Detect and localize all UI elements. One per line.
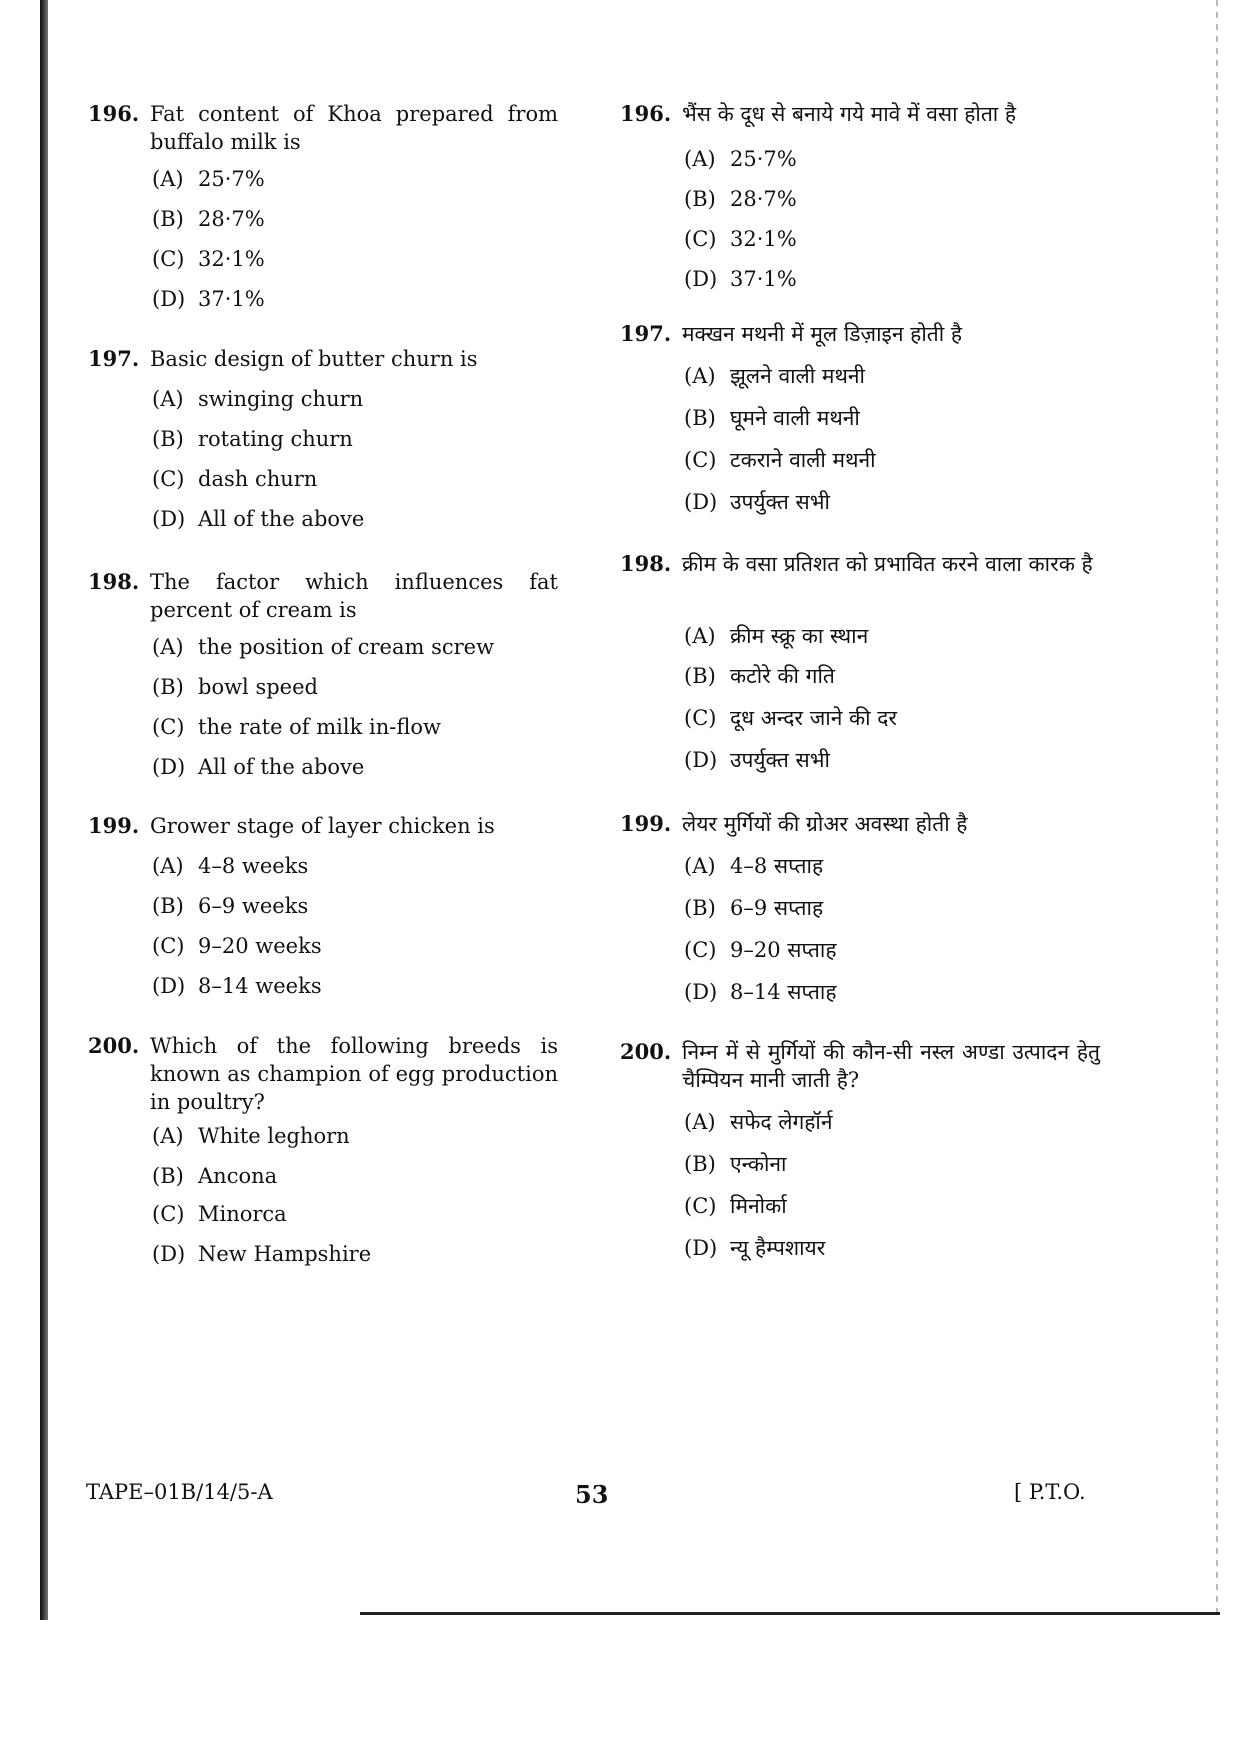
option-text: 32·1% bbox=[198, 247, 265, 271]
option-text: 37·1% bbox=[730, 267, 797, 291]
option-key: (A) bbox=[684, 364, 716, 388]
question-196 bbox=[88, 100, 558, 311]
option-text: dash churn bbox=[198, 467, 318, 491]
option-key: (D) bbox=[152, 755, 186, 779]
option-key: (D) bbox=[684, 490, 718, 514]
answer-option bbox=[684, 662, 835, 690]
option-key: (A) bbox=[152, 1124, 184, 1148]
question-200 bbox=[88, 1032, 558, 1266]
answer-option bbox=[152, 673, 318, 701]
question-text: निम्न में से मुर्गियों की कौन-सी नस्ल अण्डा उत्पादन हेतु चैम्पियन मानी जाती है? bbox=[682, 1040, 1100, 1092]
question-197 bbox=[88, 345, 558, 531]
question-197 bbox=[620, 320, 1100, 514]
answer-option bbox=[152, 1200, 287, 1228]
answer-option bbox=[152, 633, 494, 661]
option-text: All of the above bbox=[198, 755, 365, 779]
question-text: Fat content of Khoa prepared from buffalo milk is bbox=[150, 102, 558, 154]
option-text: 8–14 सप्ताह bbox=[730, 980, 837, 1004]
option-text: 32·1% bbox=[730, 227, 797, 251]
question-number: 197. bbox=[620, 321, 672, 346]
option-key: (C) bbox=[152, 934, 185, 958]
option-key: (C) bbox=[684, 1194, 717, 1218]
answer-option bbox=[684, 1234, 825, 1262]
option-key: (A) bbox=[152, 854, 184, 878]
answer-option bbox=[152, 972, 322, 1000]
option-key: (C) bbox=[152, 1202, 185, 1226]
answer-option bbox=[684, 1192, 787, 1220]
option-text: Minorca bbox=[198, 1202, 287, 1226]
option-key: (C) bbox=[684, 938, 717, 962]
option-key: (A) bbox=[684, 147, 716, 171]
question-text: Grower stage of layer chicken is bbox=[150, 814, 495, 838]
answer-option bbox=[152, 205, 265, 233]
answer-option bbox=[152, 245, 265, 273]
answer-option bbox=[684, 1150, 787, 1178]
question-number: 197. bbox=[88, 346, 140, 371]
option-text: 28·7% bbox=[730, 187, 797, 211]
option-text: टकराने वाली मथनी bbox=[730, 448, 876, 472]
question-text: भैंस के दूध से बनाये गये मावे में वसा होता है bbox=[682, 102, 1017, 126]
answer-option bbox=[152, 425, 353, 453]
option-key: (B) bbox=[152, 207, 184, 231]
option-text: 6–9 weeks bbox=[198, 894, 309, 918]
option-key: (C) bbox=[684, 227, 717, 251]
answer-option bbox=[684, 145, 797, 173]
question-196 bbox=[620, 100, 1100, 291]
question-199 bbox=[88, 812, 558, 998]
option-text: 4–8 सप्ताह bbox=[730, 854, 824, 878]
option-key: (A) bbox=[684, 624, 716, 648]
question-number: 200. bbox=[88, 1033, 140, 1058]
answer-option bbox=[684, 978, 836, 1006]
answer-option bbox=[152, 465, 317, 493]
option-text: the rate of milk in-flow bbox=[198, 715, 441, 739]
option-key: (B) bbox=[152, 894, 184, 918]
answer-option bbox=[684, 852, 823, 880]
question-199 bbox=[620, 810, 1100, 1004]
option-key: (D) bbox=[152, 507, 186, 531]
question-200 bbox=[620, 1038, 1100, 1260]
option-text: मिनोर्का bbox=[730, 1194, 787, 1218]
option-key: (C) bbox=[152, 247, 185, 271]
answer-option bbox=[152, 1122, 350, 1150]
option-text: 25·7% bbox=[198, 167, 265, 191]
answer-option bbox=[684, 225, 797, 253]
option-key: (A) bbox=[684, 1110, 716, 1134]
answer-option bbox=[152, 505, 364, 533]
option-key: (D) bbox=[152, 1242, 186, 1266]
option-key: (B) bbox=[152, 675, 184, 699]
option-text: झूलने वाली मथनी bbox=[730, 364, 865, 388]
option-key: (C) bbox=[684, 706, 717, 730]
answer-option bbox=[684, 936, 836, 964]
option-key: (B) bbox=[152, 1164, 184, 1188]
answer-option bbox=[684, 265, 797, 293]
option-text: क्रीम स्क्रू का स्थान bbox=[730, 624, 869, 648]
option-text: All of the above bbox=[198, 507, 365, 531]
option-text: bowl speed bbox=[198, 675, 318, 699]
question-text: The factor which influences fat percent of cream is bbox=[150, 570, 558, 622]
question-number: 200. bbox=[620, 1039, 672, 1064]
answer-option bbox=[152, 285, 265, 313]
question-number: 196. bbox=[88, 101, 140, 126]
option-key: (B) bbox=[684, 187, 716, 211]
option-key: (C) bbox=[152, 467, 185, 491]
option-key: (A) bbox=[684, 854, 716, 878]
option-key: (B) bbox=[152, 427, 184, 451]
question-number: 199. bbox=[620, 811, 672, 836]
option-key: (A) bbox=[152, 635, 184, 659]
answer-option bbox=[684, 1108, 833, 1136]
question-number: 198. bbox=[88, 569, 140, 594]
option-key: (B) bbox=[684, 896, 716, 920]
option-text: 8–14 weeks bbox=[198, 974, 322, 998]
option-text: कटोरे की गति bbox=[730, 664, 835, 688]
option-text: 4–8 weeks bbox=[198, 854, 309, 878]
option-key: (A) bbox=[152, 387, 184, 411]
question-198 bbox=[620, 550, 1100, 772]
answer-option bbox=[152, 1162, 277, 1190]
page-number: 53 bbox=[575, 1480, 609, 1509]
answer-option bbox=[684, 704, 897, 732]
question-text: Which of the following breeds is known as champion of egg production in poultry? bbox=[150, 1034, 558, 1114]
option-text: घूमने वाली मथनी bbox=[730, 406, 860, 430]
option-text: उपर्युक्त सभी bbox=[730, 490, 830, 514]
option-key: (C) bbox=[152, 715, 185, 739]
option-text: दूध अन्दर जाने की दर bbox=[730, 706, 898, 730]
option-key: (A) bbox=[152, 167, 184, 191]
answer-option bbox=[152, 385, 363, 413]
answer-option bbox=[684, 362, 865, 390]
answer-option bbox=[684, 446, 876, 474]
option-text: New Hampshire bbox=[198, 1242, 372, 1266]
question-number: 198. bbox=[620, 551, 672, 576]
option-text: 9–20 weeks bbox=[198, 934, 322, 958]
question-text: लेयर मुर्गियों की ग्रोअर अवस्था होती है bbox=[682, 812, 968, 836]
option-text: एन्कोना bbox=[730, 1152, 787, 1176]
answer-option bbox=[684, 185, 797, 213]
option-text: 37·1% bbox=[198, 287, 265, 311]
option-key: (B) bbox=[684, 1152, 716, 1176]
answer-option bbox=[152, 753, 364, 781]
option-key: (D) bbox=[684, 1236, 718, 1260]
answer-option bbox=[684, 404, 860, 432]
bottom-rule bbox=[360, 1612, 1220, 1615]
option-key: (D) bbox=[684, 980, 718, 1004]
scan-edge-left bbox=[40, 0, 48, 1620]
answer-option bbox=[152, 165, 265, 193]
option-text: White leghorn bbox=[198, 1124, 350, 1148]
option-text: 25·7% bbox=[730, 147, 797, 171]
answer-option bbox=[152, 1240, 371, 1268]
option-key: (D) bbox=[684, 267, 718, 291]
question-198 bbox=[88, 568, 558, 779]
answer-option bbox=[152, 892, 308, 920]
option-key: (D) bbox=[684, 748, 718, 772]
option-key: (B) bbox=[684, 664, 716, 688]
paper-code: TAPE–01B/14/5-A bbox=[86, 1480, 273, 1504]
answer-option bbox=[152, 852, 308, 880]
option-text: the position of cream screw bbox=[198, 635, 495, 659]
question-number: 199. bbox=[88, 813, 140, 838]
pto-label: [ P.T.O. bbox=[1014, 1480, 1086, 1504]
question-text: Basic design of butter churn is bbox=[150, 347, 478, 371]
option-text: 6–9 सप्ताह bbox=[730, 896, 824, 920]
scan-edge-right bbox=[1216, 0, 1218, 1620]
option-text: rotating churn bbox=[198, 427, 353, 451]
answer-option bbox=[684, 622, 868, 650]
option-text: 9–20 सप्ताह bbox=[730, 938, 837, 962]
answer-option bbox=[684, 488, 830, 516]
option-key: (C) bbox=[684, 448, 717, 472]
option-text: उपर्युक्त सभी bbox=[730, 748, 830, 772]
option-key: (B) bbox=[684, 406, 716, 430]
option-key: (D) bbox=[152, 287, 186, 311]
option-text: Ancona bbox=[198, 1164, 278, 1188]
answer-option bbox=[152, 713, 441, 741]
question-number: 196. bbox=[620, 101, 672, 126]
option-text: न्यू हैम्पशायर bbox=[730, 1236, 826, 1260]
answer-option bbox=[684, 894, 823, 922]
question-text: क्रीम के वसा प्रतिशत को प्रभावित करने वाला कारक है bbox=[682, 552, 1093, 576]
option-text: 28·7% bbox=[198, 207, 265, 231]
option-text: swinging churn bbox=[198, 387, 364, 411]
answer-option bbox=[684, 746, 830, 774]
answer-option bbox=[152, 932, 322, 960]
option-text: सफेद लेगहॉर्न bbox=[730, 1110, 833, 1134]
question-text: मक्खन मथनी में मूल डिज़ाइन होती है bbox=[682, 322, 962, 346]
option-key: (D) bbox=[152, 974, 186, 998]
